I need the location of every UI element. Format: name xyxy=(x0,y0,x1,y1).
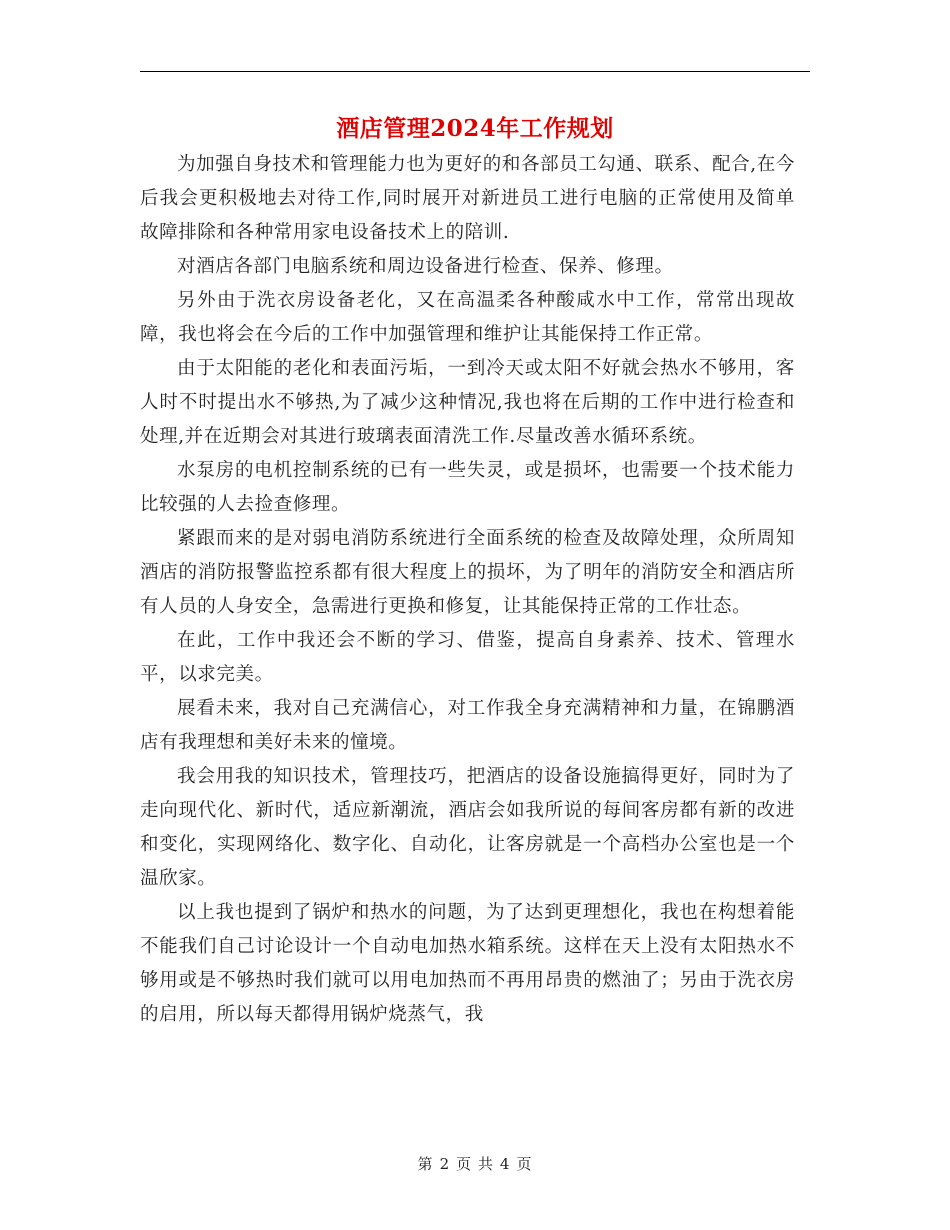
footer-current-page: 2 xyxy=(439,1155,451,1173)
paragraph-4: 由于太阳能的老化和表面污垢，一到冷天或太阳不好就会热水不够用，客人时不时提出水不够热,为了减少这种情况,我也将在后期的工作中进行检查和处理,并在近期会对其进行玻璃表面清洗工作.尽量改善水循环系统。 xyxy=(140,358,795,447)
paragraph-5: 水泵房的电机控制系统的已有一些失灵，或是损坏，也需要一个技术能力比较强的人去捡查修理。 xyxy=(140,460,795,515)
paragraph-3: 另外由于洗衣房设备老化，又在高温柔各种酸咸水中工作，常常出现故障，我也将会在今后的工作中加强管理和维护让其能保持工作正常。 xyxy=(140,290,795,345)
header-rule xyxy=(140,71,810,72)
document-title: 酒店管理2024年工作规划 xyxy=(336,115,614,142)
paragraph-1: 为加强自身技术和管理能力也为更好的和各部员工勾通、联系、配合,在今后我会更积极地去对待工作,同时展开对新进员工进行电脑的正常使用及简单故障排除和各种常用家电设备技术上的陪训. xyxy=(140,154,795,243)
footer-prefix: 第 xyxy=(417,1155,434,1173)
paragraph-6: 紧跟而来的是对弱电消防系统进行全面系统的检查及故障处理，众所周知酒店的消防报警监控系都有很大程度上的损坏，为了明年的消防安全和酒店所有人员的人身安全，急需进行更换和修复，让其能保持正常的工作壮态。 xyxy=(140,528,795,617)
paragraph-10: 以上我也提到了锅炉和热水的问题，为了达到更理想化，我也在构想着能不能我们自己讨论设计一个自动电加热水箱系统。这样在天上没有太阳热水不够用或是不够热时我们就可以用电加热而不再用昂贵的燃油了；另由于洗衣房的启用，所以每天都得用锅炉烧蒸气，我 xyxy=(140,902,795,1025)
footer-middle: 页 共 xyxy=(456,1155,494,1173)
paragraph-2: 对酒店各部门电脑系统和周边设备进行检查、保养、修理。 xyxy=(177,256,674,277)
paragraph-9: 我会用我的知识技术，管理技巧，把酒店的设备设施搞得更好，同时为了走向现代化、新时代，适应新潮流，酒店会如我所说的每间客房都有新的改进和变化，实现网络化、数字化、自动化，让客房就是一个高档办公室也是一个温欣家。 xyxy=(140,766,795,889)
document-body xyxy=(140,148,795,1032)
paragraph-7: 在此，工作中我还会不断的学习、借鉴，提高自身素养、技术、管理水平，以求完美。 xyxy=(140,630,795,685)
footer-total-pages: 4 xyxy=(499,1155,511,1173)
paragraph-8: 展看未来，我对自己充满信心，对工作我全身充满精神和力量，在锦鹏酒店有我理想和美好未来的憧境。 xyxy=(140,698,795,753)
page-footer xyxy=(0,1153,950,1174)
footer-suffix: 页 xyxy=(516,1155,533,1173)
